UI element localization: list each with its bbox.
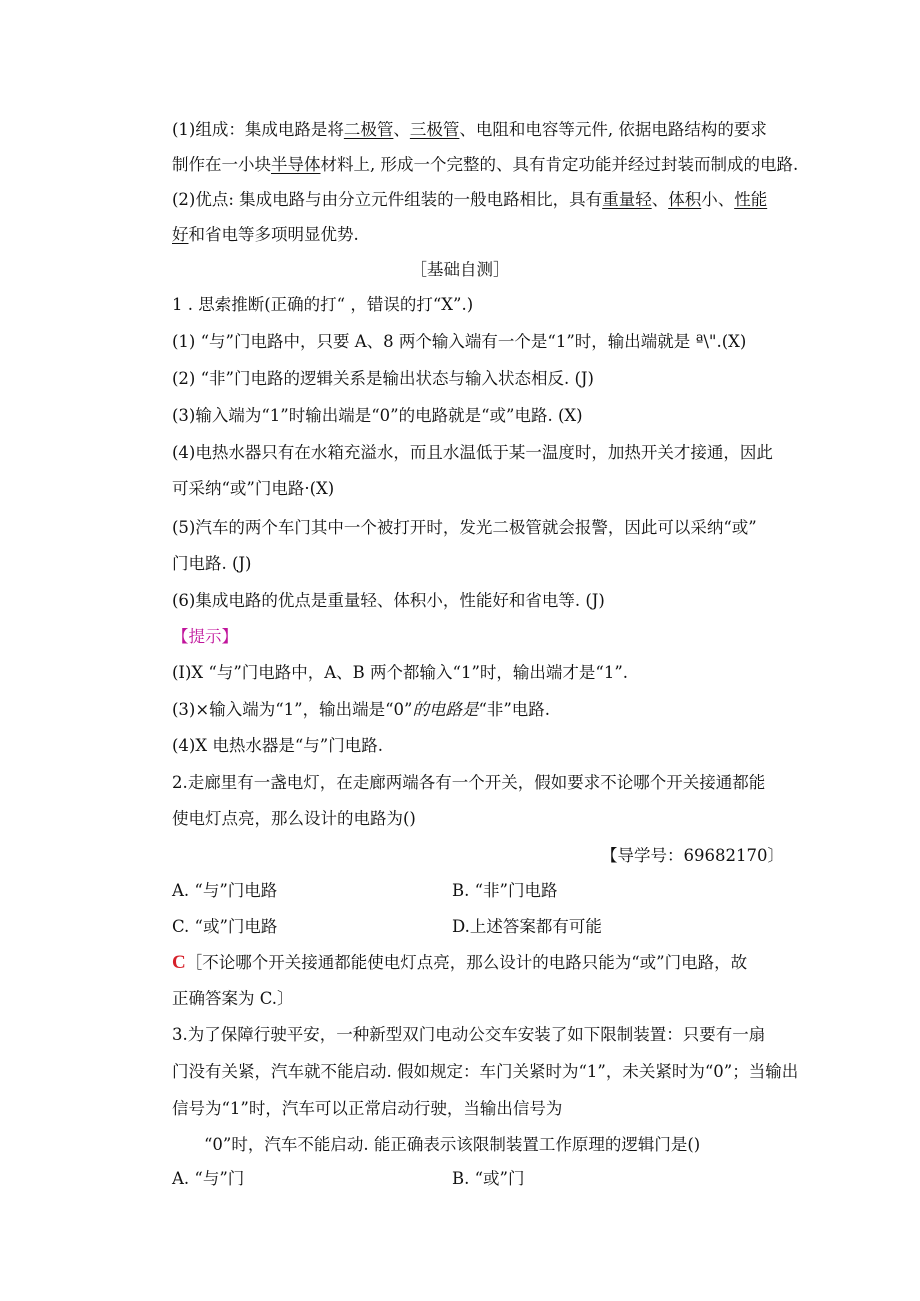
q2-line-1: 2.走廊里有一盏电灯，在走廊两端各有一个开关，假如要求不论哪个开关接通都能 xyxy=(172,773,766,792)
q1-item-2: (2) “非”门电路的逻辑关系是输出状态与输入状态相反. (J) xyxy=(172,369,594,388)
volume-term: 体积 xyxy=(668,190,702,209)
q2-option-a: A. “与”门电路 xyxy=(172,881,278,900)
tip-line-1: (I)X “与”门电路中，A、B 两个都输入“1”时，输出端才是“1”. xyxy=(172,663,629,682)
q3-option-a: A. “与”门 xyxy=(172,1169,245,1188)
light-weight-term: 重量轻 xyxy=(602,190,652,209)
q3-line-3: 信号为“1”时，汽车可以正常启动行驶，当输出信号为 xyxy=(172,1099,563,1118)
performance-term: 性能 xyxy=(734,190,768,209)
q3-line-2: 门没有关紧，汽车就不能启动. 假如规定：车门关紧时为“1”，未关紧时为“0”；当输出 xyxy=(172,1062,799,1081)
tip-line-3: (4)X 电热水器是“与”门电路. xyxy=(172,736,383,755)
q1-item-5-cont: 门电路. (J) xyxy=(172,554,252,573)
semiconductor-term: 半导体 xyxy=(271,155,321,174)
q1-item-4-cont: 可采纳“或”门电路·(X) xyxy=(172,479,335,498)
q3-option-b: B. “或”门 xyxy=(452,1169,525,1188)
composition-line-2: 制作在一小块半导体材料上, 形成一个完整的、具有肯定功能并经过封装而制成的电路. xyxy=(172,155,799,174)
q1-item-4: (4)电热水器只有在水箱充溢水，而且水温低于某一温度时，加热开关才接通，因此 xyxy=(172,443,773,462)
advantage-line-2: 好和省电等多项明显优势. xyxy=(172,225,359,244)
q2-option-d: D.上述答案都有可能 xyxy=(452,917,602,936)
advantage-line-1: (2)优点: 集成电路与由分立元件组装的一般电路相比，具有重量轻、体积小、性能 xyxy=(172,190,768,209)
q2-explanation-2: 正确答案为 C.〕 xyxy=(172,989,294,1008)
q3-line-4: “0”时，汽车不能启动. 能正确表示该限制装置工作原理的逻辑门是() xyxy=(204,1135,701,1154)
diode-term: 二极管 xyxy=(343,120,394,139)
q1-item-3: (3)输入端为“1”时输出端是“0”的电路就是“或”电路. (X) xyxy=(172,406,583,425)
triode-term: 三极管 xyxy=(409,120,460,139)
q2-reference-number: 【导学号：69682170〕 xyxy=(601,846,784,865)
q2-line-2: 使电灯点亮，那么设计的电路为() xyxy=(172,809,416,828)
tip-line-2: (3)×输入端为“1”，输出端是“0”的电路是“非”电路. xyxy=(172,700,551,719)
q2-option-c: C. “或”门电路 xyxy=(172,917,278,936)
q2-explanation-1: C［不论哪个开关接通都能使电灯点亮，那么设计的电路只能为“或”门电路，故 xyxy=(172,952,748,973)
q1-item-1: (1) “与”门电路中，只要 A、8 两个输入端有一个是“1”时，输出端就是 ª\".(X) xyxy=(172,332,747,351)
section-title: ［基础自测］ xyxy=(410,260,510,279)
tip-label: 【提示】 xyxy=(172,627,238,646)
q2-option-b: B. “非”门电路 xyxy=(452,881,558,900)
q3-line-1: 3.为了保障行驶平安，一种新型双门电动公交车安装了如下限制装置：只要有一扇 xyxy=(172,1025,766,1044)
q1-item-5: (5)汽车的两个车门其中一个被打开时，发光二极管就会报警，因此可以采纳“或” xyxy=(172,518,757,537)
q1-intro: 1 . 思索推断(正确的打“ ，错误的打“X”.) xyxy=(172,295,474,314)
good-term: 好 xyxy=(172,225,189,244)
q1-item-6: (6)集成电路的优点是重量轻、体积小，性能好和省电等. (J) xyxy=(172,591,605,610)
composition-line-1: (1)组成：集成电路是将二极管、三极管、电阻和电容等元件, 依据电路结构的要求 xyxy=(172,120,767,139)
q2-answer: C xyxy=(172,952,186,973)
